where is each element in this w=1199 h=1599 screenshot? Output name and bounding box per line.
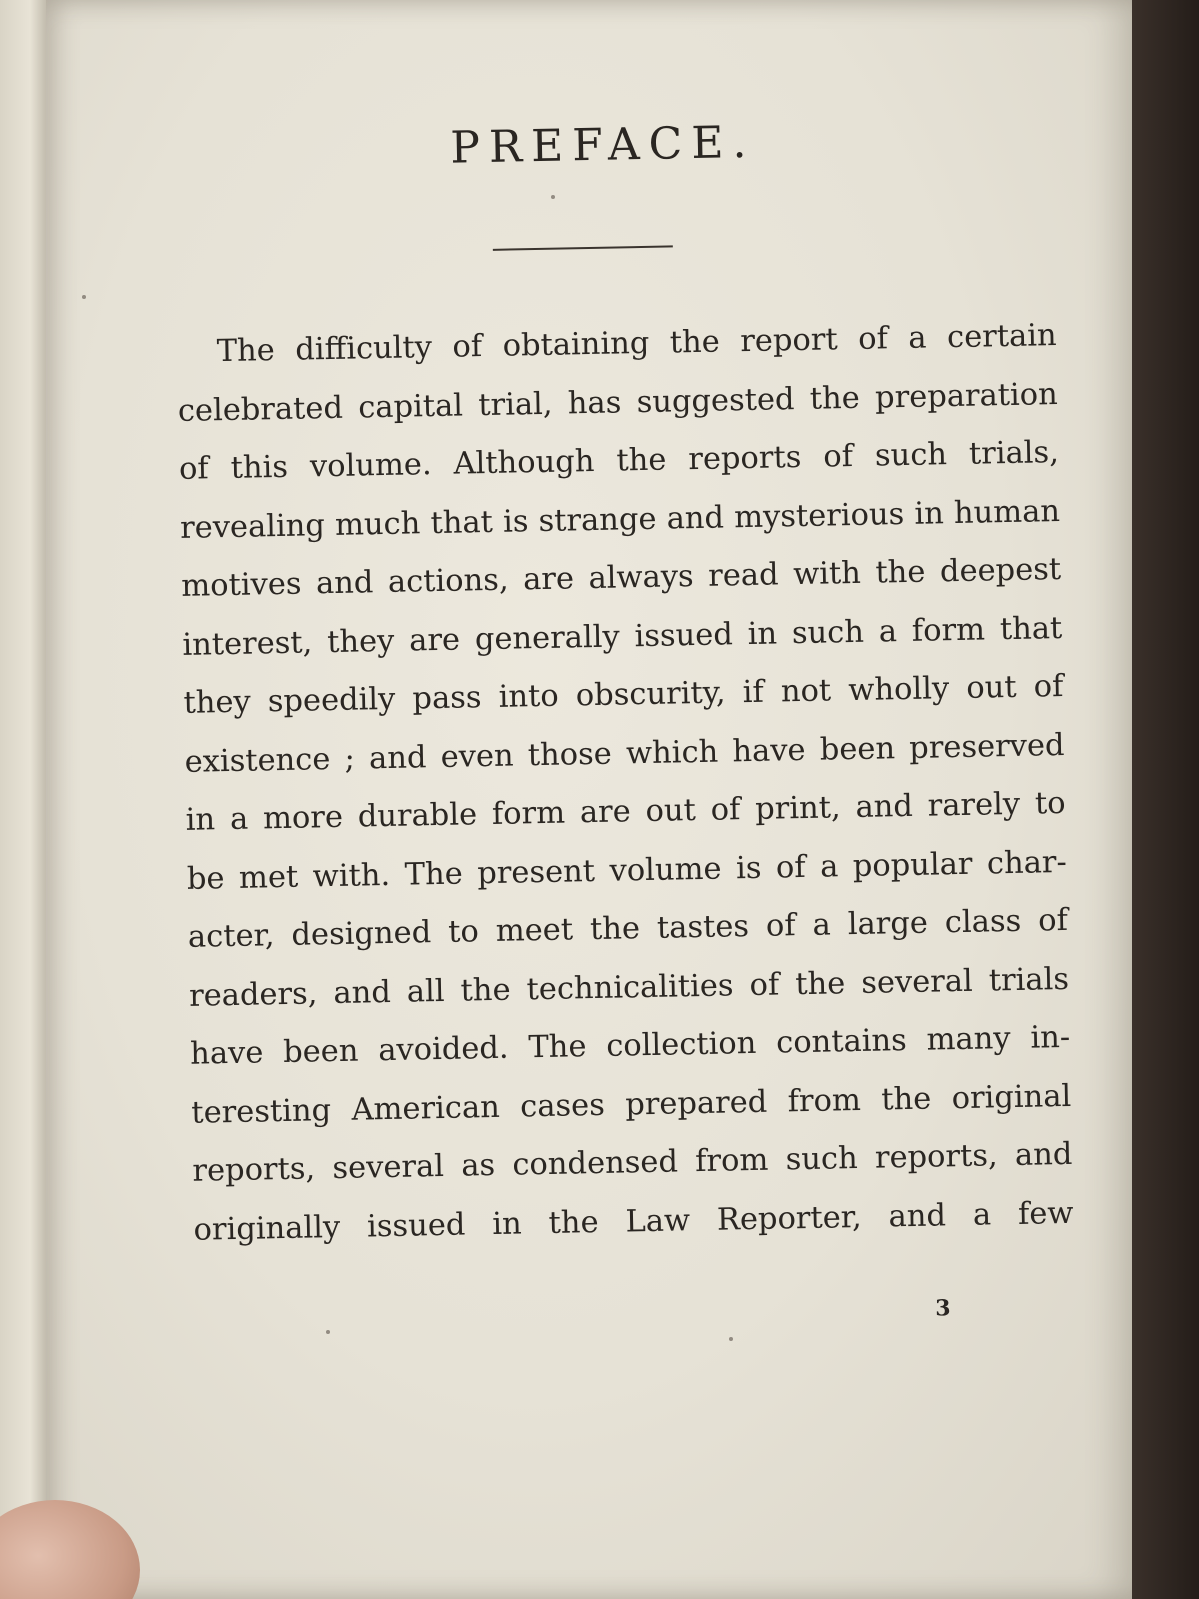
text-line: reports, several as condensed from such reports, and — [192, 1136, 1073, 1189]
text-line: existence ; and even those which have been preserved — [184, 727, 1065, 780]
previous-page-edge — [0, 0, 51, 1599]
text-line: celebrated capital trial, has suggested the preparation — [177, 376, 1059, 429]
text-line: acter, designed to meet the tastes of a large class of — [187, 902, 1069, 955]
table-background — [1132, 0, 1199, 1599]
text-line: motives and actions, are always read with the deepest — [180, 552, 1062, 604]
text-line: revealing much that is strange and mysterious in human — [179, 493, 1061, 546]
paper-speck — [82, 295, 86, 299]
text-line: of this volume. Although the reports of such trials, — [178, 435, 1060, 487]
text-line: teresting American cases prepared from the original — [191, 1078, 1072, 1131]
text-line: The difficulty of obtaining the report of a certain — [216, 318, 1057, 370]
text-line: be met with. The present volume is of a popular char- — [186, 844, 1068, 897]
text-line: in a more durable form are out of print, and rarely to — [185, 785, 1066, 838]
paper-speck — [326, 1330, 330, 1334]
text-line: interest, they are generally issued in such a form that — [182, 610, 1063, 663]
text-line: they speedily pass into obscurity, if not wholly out of — [183, 668, 1064, 721]
page-number: 3 — [935, 1295, 951, 1322]
text-line: originally issued in the Law Reporter, and a few — [193, 1195, 1074, 1248]
paper-speck — [729, 1337, 733, 1341]
page-title: PREFACE. — [449, 116, 756, 174]
text-line: have been avoided. The collection contains many in- — [189, 1019, 1071, 1072]
preface-text — [176, 307, 1074, 1260]
text-line: readers, and all the technicalities of the several trials — [188, 961, 1070, 1014]
paper-speck — [551, 195, 555, 199]
